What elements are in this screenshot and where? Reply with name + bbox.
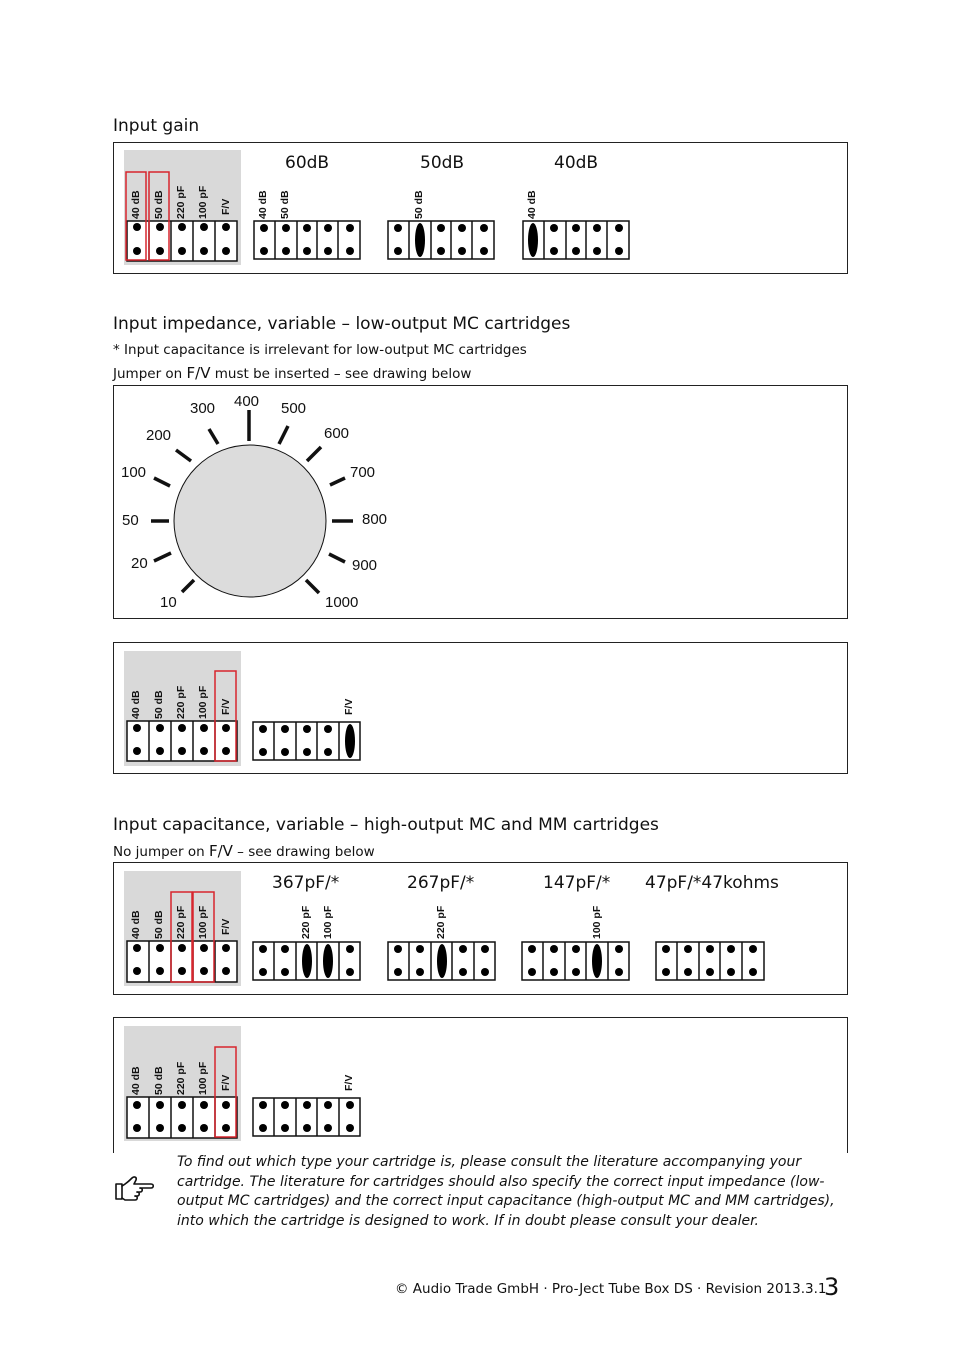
footer-copyright: © Audio Trade GmbH · Pro-Ject Tube Box DS · Revision 2013.3.1 bbox=[395, 1281, 827, 1297]
label-40db: 40 dB bbox=[130, 690, 142, 719]
dial-label-200: 200 bbox=[146, 427, 172, 444]
small-label-367-b: 100 pF bbox=[322, 905, 334, 939]
heading-capacitance: Input capacitance, variable – high-output MC and MM cartridges bbox=[113, 815, 659, 835]
label-40db: 40 dB bbox=[130, 190, 142, 219]
dial-label-900: 900 bbox=[352, 557, 378, 574]
label-220pf: 220 pF bbox=[175, 905, 187, 939]
small-label-267: 220 pF bbox=[435, 905, 447, 939]
label-220pf: 220 pF bbox=[175, 685, 187, 719]
option-147pf: 147pF/* bbox=[543, 873, 611, 893]
label-50db: 50 dB bbox=[153, 1066, 165, 1095]
dial-label-10: 10 bbox=[160, 594, 177, 611]
fv-inserted-box bbox=[113, 642, 848, 774]
note-text: – see drawing below bbox=[232, 844, 375, 860]
impedance-dial-box bbox=[113, 385, 848, 619]
label-50db: 50 dB bbox=[153, 190, 165, 219]
label-100pf: 100 pF bbox=[197, 905, 209, 939]
cap-367pf-jumpers bbox=[253, 942, 360, 980]
option-60db: 60dB bbox=[285, 153, 330, 173]
small-label-fv: F/V bbox=[343, 698, 355, 715]
small-label-60-b: 50 dB bbox=[279, 190, 291, 219]
label-100pf: 100 pF bbox=[197, 685, 209, 719]
jumper-block bbox=[127, 721, 237, 761]
fv-removed-jumpers bbox=[253, 1098, 360, 1136]
impedance-dial bbox=[114, 386, 847, 618]
label-100pf: 100 pF bbox=[197, 185, 209, 219]
dial-label-300: 300 bbox=[190, 400, 216, 417]
label-50db: 50 dB bbox=[153, 690, 165, 719]
option-47pf: 47pF/*47kohms bbox=[645, 873, 779, 893]
label-220pf: 220 pF bbox=[175, 1061, 187, 1095]
cap-267pf-jumpers bbox=[388, 942, 495, 980]
jumper-block bbox=[127, 941, 237, 982]
fv-inserted-jumpers bbox=[253, 722, 360, 760]
capacitance-box bbox=[113, 862, 848, 995]
small-label-40: 40 dB bbox=[526, 190, 538, 219]
heading-input-gain: Input gain bbox=[113, 116, 200, 136]
note-fv: F/V bbox=[186, 364, 211, 382]
dial-label-400: 400 bbox=[234, 393, 260, 410]
hint-text: To find out which type your cartridge is, please consult the literature accompanying your cartridge. The literature for cartridges should also specify the correct input impedance (low-output MC cartridges) and the correct input capacitance (high-output MC and MM cartridges), into which the cartridge is designed to work. If in doubt please consult your dealer. bbox=[177, 1154, 835, 1229]
gain-50db-jumpers bbox=[388, 221, 494, 259]
label-40db: 40 dB bbox=[130, 910, 142, 939]
label-50db: 50 dB bbox=[153, 910, 165, 939]
label-fv: F/V bbox=[220, 1074, 232, 1091]
input-gain-box bbox=[113, 142, 848, 274]
pointing-hand-icon bbox=[113, 1175, 157, 1203]
dial-label-800: 800 bbox=[362, 511, 388, 528]
dial-label-1000: 1000 bbox=[325, 594, 359, 611]
label-fv: F/V bbox=[220, 918, 232, 935]
label-fv: F/V bbox=[220, 698, 232, 715]
gain-60db-jumpers bbox=[254, 221, 360, 259]
gain-40db-jumpers bbox=[523, 221, 629, 259]
note-text: must be inserted – see drawing below bbox=[210, 366, 472, 382]
dial-label-700: 700 bbox=[350, 464, 376, 481]
cap-47pf-jumpers bbox=[656, 942, 764, 980]
label-fv: F/V bbox=[220, 198, 232, 215]
small-label-50: 50 dB bbox=[413, 190, 425, 219]
note-fv: F/V bbox=[208, 842, 233, 860]
small-label-367-a: 220 pF bbox=[300, 905, 312, 939]
dial-label-500: 500 bbox=[281, 400, 307, 417]
note-text: No jumper on bbox=[113, 844, 209, 860]
impedance-note-2 bbox=[113, 364, 471, 382]
small-label-60-a: 40 dB bbox=[257, 190, 269, 219]
capacitance-note bbox=[113, 842, 375, 860]
jumper-block bbox=[127, 1097, 237, 1138]
fv-removed-box bbox=[113, 1017, 848, 1153]
option-50db: 50dB bbox=[420, 153, 465, 173]
label-40db: 40 dB bbox=[130, 1066, 142, 1095]
label-100pf: 100 pF bbox=[197, 1061, 209, 1095]
dial-label-20: 20 bbox=[131, 555, 148, 572]
dial-label-600: 600 bbox=[324, 425, 350, 442]
cap-147pf-jumpers bbox=[522, 942, 629, 980]
option-367pf: 367pF/* bbox=[272, 873, 340, 893]
dial-label-100: 100 bbox=[121, 464, 147, 481]
option-267pf: 267pF/* bbox=[407, 873, 475, 893]
jumper-block bbox=[127, 221, 237, 261]
dial-label-50: 50 bbox=[122, 512, 139, 529]
option-40db: 40dB bbox=[554, 153, 599, 173]
heading-impedance: Input impedance, variable – low-output MC cartridges bbox=[113, 314, 571, 334]
note-text: Jumper on bbox=[113, 366, 187, 382]
dial-knob bbox=[174, 445, 326, 597]
page-number: 3 bbox=[824, 1273, 840, 1301]
small-label-147: 100 pF bbox=[591, 905, 603, 939]
label-220pf: 220 pF bbox=[175, 185, 187, 219]
small-label-fv: F/V bbox=[343, 1074, 355, 1091]
impedance-note-1: * Input capacitance is irrelevant for low-output MC cartridges bbox=[113, 342, 527, 358]
